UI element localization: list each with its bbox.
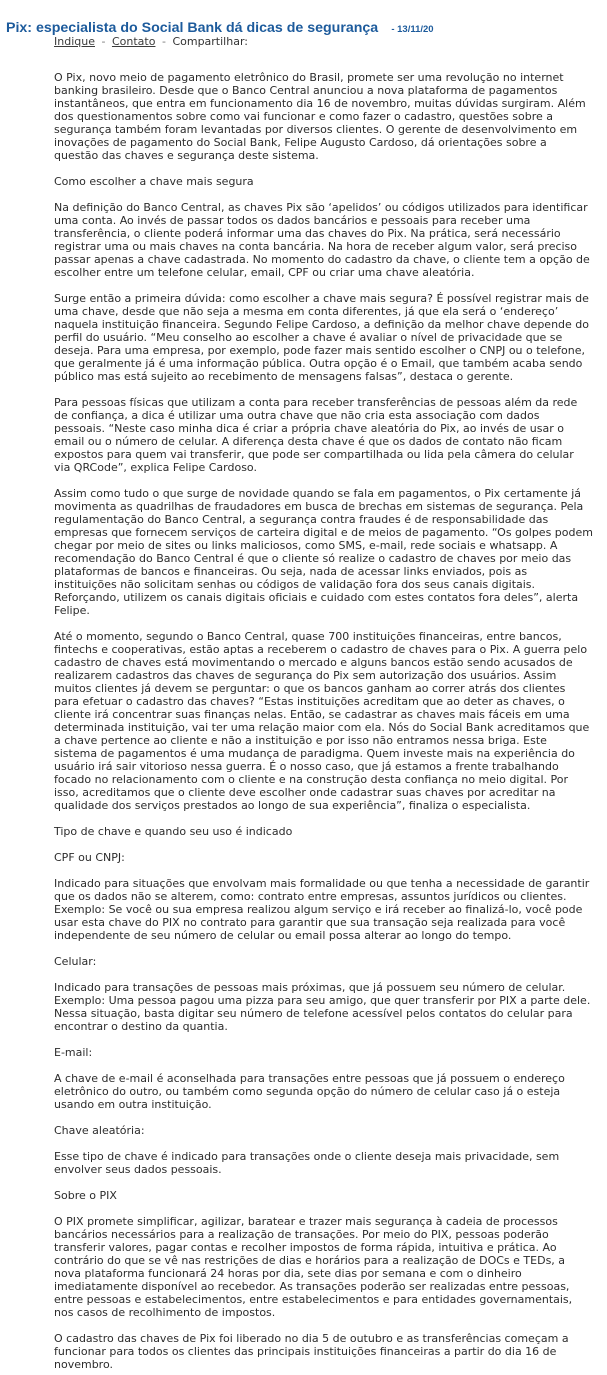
article-paragraph: O cadastro das chaves de Pix foi liberado no dia 5 de outubro e as transferências começam a funcionar para todos os clientes das principais instituições financeiras a partir do dia 16 de novembro. <box>54 1332 569 1371</box>
article-paragraph: Indicado para situações que envolvam mais formalidade ou que tenha a necessidade de garantir que os dados não se alterem, como: contrato entre empresas, assuntos jurídicos ou clientes. Exemplo: Se você ou sua empresa realizou algum serviço e irá receber ao finalizá-lo, você pode usar esta chave do PIX no contrato para garantir que sua transação seja realizada para você independente de seu número de celular ou email possa alterar ao longo do tempo. <box>54 877 590 942</box>
article-paragraph: Para pessoas físicas que utilizam a conta para receber transferências de pessoas além da rede de confiança, a dica é utilizar uma outra chave que não cria esta associação com dados pessoais. “Neste caso minha dica é criar a própria chave aleatória do Pix, ao invés de usar o email ou o número de celular. A diferença desta chave é que os dados de contato não ficam expostos para quem vai transferir, que pode ser compartilhada ou lida pela câmera do celular via QRCode”, explica Felipe Cardoso. <box>54 396 578 474</box>
article-paragraph: A chave de e-mail é aconselhada para transações entre pessoas que já possuem o endereço eletrônico do outro, ou também como segunda opção do número de celular caso já o esteja usando em outra instituição. <box>54 1072 565 1111</box>
article-title: Pix: especialista do Social Bank dá dicas de segurança <box>6 20 379 36</box>
key-type-label: CPF ou CNPJ: <box>54 851 125 864</box>
indique-link[interactable]: Indique <box>54 35 95 48</box>
article-date: - 13/11/20 <box>391 24 434 35</box>
contato-link[interactable]: Contato <box>111 35 156 48</box>
article-headline <box>6 0 593 36</box>
article-body <box>54 71 593 1371</box>
article-paragraph: Até o momento, segundo o Banco Central, quase 700 instituições financeiras, entre bancos, fintechs e cooperativas, estão aptas a receberem o cadastro de chaves para o Pix. A guerra pelo cadastro de chaves está movimentando o mercado e alguns bancos estão sendo acusados de realizarem cadastros das chaves de segurança do Pix sem autorização dos usuários. Assim muitos clientes já devem se perguntar: o que os bancos ganham ao correr atrás dos clientes para efetuar o cadastro das chaves? “Estas instituições acreditam que ao deter as chaves, o cliente irá concentrar suas finanças nelas. Então, se cadastrar as chaves mais fáceis em uma determinada instituição, vai ter uma relação maior com ela. Nós do Social Bank acreditamos que a chave pertence ao cliente e não a instituição e por isso não entramos nessa briga. Este sistema de pagamentos é uma mudança de paradigma. Quem investe mais na experiência do usuário irá sair vitorioso nessa guerra. É o nosso caso, que já estamos a frente trabalhando focado no relacionamento com o cliente e na construção desta confiança no meio digital. Por isso, acreditamos que o cliente deve escolher onde cadastrar suas chaves por acreditar na qualidade dos serviços prestados ao longo de sua experiência”, finaliza o especialista. <box>54 630 590 812</box>
toolbar-separator: - <box>101 35 106 48</box>
article-paragraph: O Pix, novo meio de pagamento eletrônico do Brasil, promete ser uma revolução no internet banking brasileiro. Desde que o Banco Central anunciou a nova plataforma de pagamentos instantâneos, que entra em funcionamento dia 16 de novembro, muitas dúvidas surgiram. Além dos questionamentos sobre como vai funcionar e como fazer o cadastro, questões sobre a segurança também foram levantadas por diversos clientes. O gerente de desenvolvimento em inovações de pagamento do Social Bank, Felipe Augusto Cardoso, dá orientações sobre a questão das chaves e segurança deste sistema. <box>54 71 586 162</box>
article-paragraph: Indicado para transações de pessoas mais próximas, que já possuem seu número de celular. Exemplo: Uma pessoa pagou uma pizza para seu amigo, que quer transferir por PIX a parte dele. Nessa situação, basta digitar seu número de telefone acessível pelos contatos do celular para encontrar o destino da quantia. <box>54 981 591 1033</box>
key-type-label: Celular: <box>54 955 97 968</box>
article-toolbar <box>54 35 593 49</box>
article-paragraph: O PIX promete simplificar, agilizar, baratear e trazer mais segurança à cadeia de processos bancários necessários para a realização de transações. Por meio do PIX, pessoas poderão transferir valores, pagar contas e recolher impostos de forma rápida, intuitiva e prática. Ao contrário do que se vê nas restrições de dias e horários para a realização de DOCs e TEDs, a nova plataforma funcionará 24 horas por dia, sete dias por semana e com o dinheiro imediatamente disponível ao recebedor. As transações poderão ser realizadas entre pessoas, entre pessoas e estabelecimentos, entre estabelecimentos e para entidades governamentais, nos casos de recolhimento de impostos. <box>54 1215 573 1319</box>
toolbar-separator: - <box>161 35 166 48</box>
section-heading: Sobre o PIX <box>54 1189 117 1202</box>
section-heading: Como escolher a chave mais segura <box>54 175 254 188</box>
share-label: Compartilhar: <box>172 35 248 48</box>
article-paragraph: Na definição do Banco Central, as chaves Pix são ‘apelidos’ ou códigos utilizados para identificar uma conta. Ao invés de passar todos os dados bancários e pessoais para receber uma transferência, o cliente poderá informar uma das chaves do Pix. Na prática, será necessário registrar uma ou mais chaves na conta bancária. Na hora de receber algum valor, será preciso passar apenas a chave cadastrada. No momento do cadastro da chave, o cliente tem a opção de escolher entre um telefone celular, email, CPF ou criar uma chave aleatória. <box>54 201 590 279</box>
article-paragraph: Assim como tudo o que surge de novidade quando se fala em pagamentos, o Pix certamente já movimenta as quadrilhas de fraudadores em busca de brechas em sistemas de segurança. Pela regulamentação do Banco Central, a segurança contra fraudes é de responsabilidade das empresas que fornecem serviços de carteira digital e de meios de pagamento. “Os golpes podem chegar por meio de sites ou links maliciosos, como SMS, e-mail, rede sociais e whatsapp. A recomendação do Banco Central é que o cliente só realize o cadastro de chaves por meio das plataformas de bancos e financeiras. Ou seja, nada de acessar links enviados, pois as instituições não solicitam senhas ou códigos de validação fora dos seus canais digitais. Reforçando, utilizem os canais digitais oficiais e cuidado com estes contatos fora deles”, alerta Felipe. <box>54 487 593 617</box>
key-type-label: E-mail: <box>54 1046 93 1059</box>
section-heading: Tipo de chave e quando seu uso é indicado <box>54 825 293 838</box>
key-type-label: Chave aleatória: <box>54 1124 145 1137</box>
article-paragraph: Esse tipo de chave é indicado para transações onde o cliente deseja mais privacidade, sem envolver seus dados pessoais. <box>54 1150 560 1176</box>
article-paragraph: Surge então a primeira dúvida: como escolher a chave mais segura? É possível registrar mais de uma chave, desde que não seja a mesma em conta diferentes, já que ela será o ‘endereço’ naquela instituição financeira. Segundo Felipe Cardoso, a definição da melhor chave depende do perfil do usuário. “Meu conselho ao escolher a chave é avaliar o nível de privacidade que se deseja. Para uma empresa, por exemplo, pode fazer mais sentido escolher o CNPJ ou o telefone, que geralmente já é uma informação pública. Outra opção é o Email, que também acaba sendo público mas está sujeito ao recebimento de mensagens falsas”, destaca o gerente. <box>54 292 590 383</box>
